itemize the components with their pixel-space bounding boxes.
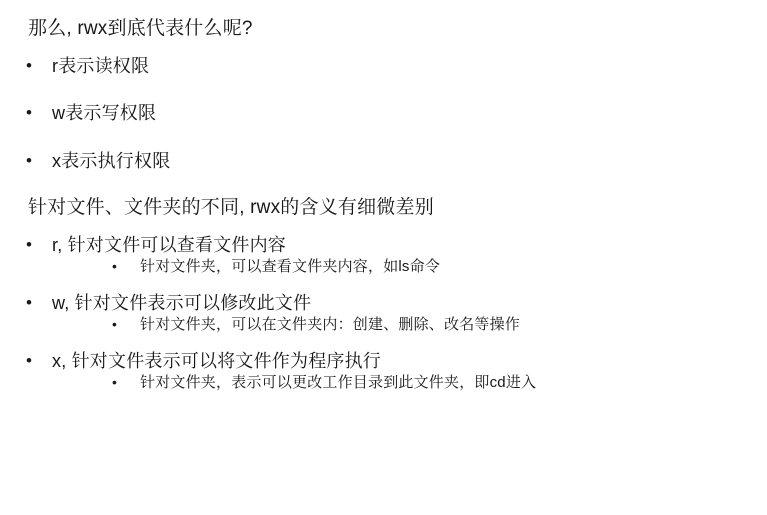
page-title: 那么, rwx到底代表什么呢? [28, 18, 253, 39]
list-item [26, 234, 749, 257]
sub-list-item [26, 373, 749, 393]
section-heading: 针对文件、文件夹的不同, rwx的含义有细微差别 [28, 197, 434, 219]
bullet-marker-icon: • [26, 351, 32, 371]
sub-list-item-label: 针对文件夹，表示可以更改工作目录到此文件夹，即cd进入 [140, 373, 537, 391]
list-item-label: r表示读权限 [52, 55, 150, 76]
bullet-marker-icon: • [112, 373, 117, 390]
list-group [26, 234, 749, 276]
list-item [26, 150, 749, 173]
bullet-marker-icon: • [112, 257, 117, 274]
list-item-label: w, 针对文件表示可以修改此文件 [52, 293, 312, 314]
list-item [26, 102, 749, 125]
list-item-label: r, 针对文件可以查看文件内容 [52, 235, 287, 256]
list-item [26, 292, 749, 315]
sub-list-item-label: 针对文件夹，可以查看文件夹内容，如ls命令 [140, 257, 441, 275]
list-group [26, 292, 749, 334]
bullet-marker-icon: • [26, 150, 32, 170]
sub-list-item-label: 针对文件夹，可以在文件夹内：创建、删除、改名等操作 [140, 315, 521, 333]
sub-list-item [26, 257, 749, 277]
list-group [26, 350, 749, 392]
bullet-marker-icon: • [112, 315, 117, 332]
list-item [26, 55, 749, 78]
bullet-marker-icon: • [26, 55, 32, 75]
list-item [26, 350, 749, 373]
list-item-label: x表示执行权限 [52, 150, 171, 171]
sub-list-item [26, 315, 749, 335]
bullet-marker-icon: • [26, 293, 32, 313]
bullet-marker-icon: • [26, 103, 32, 123]
bullet-marker-icon: • [26, 235, 32, 255]
list-item-label: w表示写权限 [52, 103, 157, 124]
list-item-label: x, 针对文件表示可以将文件作为程序执行 [52, 351, 382, 372]
